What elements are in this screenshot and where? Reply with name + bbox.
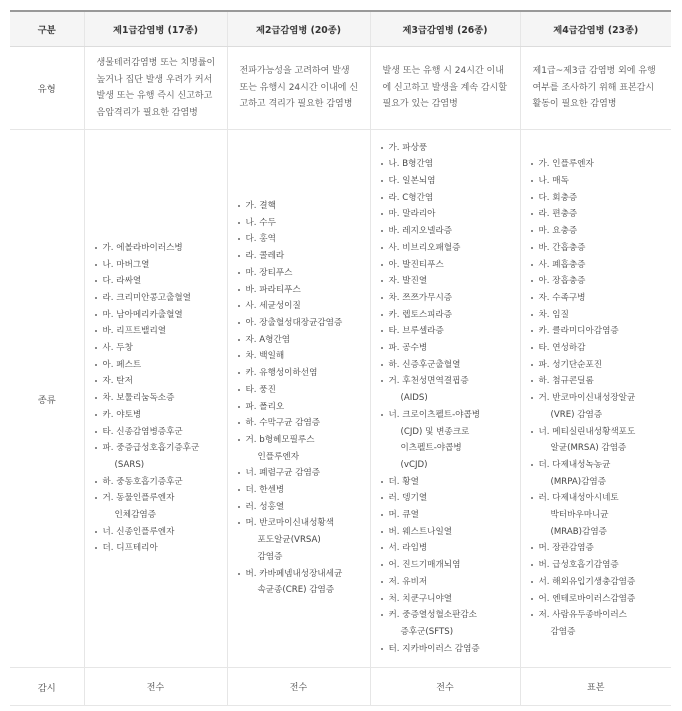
kinds-cell-class-1 <box>84 130 227 668</box>
disease-name: 러. 다제내성아시네토 <box>538 493 619 504</box>
disease-name: 더. 디프테리아 <box>102 543 158 554</box>
disease-name: 자. 수족구병 <box>538 292 586 303</box>
disease-name: 더. 다제내성녹농균 <box>538 459 611 470</box>
disease-name: 커. 중증열성혈소판감소 <box>388 610 477 621</box>
disease-item <box>381 407 516 474</box>
disease-name-continued: (MRAB)감염증 <box>550 526 607 537</box>
disease-name: 너. 메티실린내성황색포도 <box>538 426 636 437</box>
report-class-1: 전수 <box>84 668 227 706</box>
disease-name: 너. 크로이츠펠트-야콥병 <box>388 409 481 420</box>
disease-item <box>381 257 516 274</box>
disease-name-continued: (AIDS) <box>400 393 428 404</box>
kinds-list-class-3 <box>381 140 516 658</box>
disease-item <box>238 515 366 565</box>
disease-name: 하. 중동호흡기증후군 <box>102 476 183 487</box>
disease-name: 파. 중증급성호흡기증후군 <box>102 443 200 454</box>
disease-item <box>381 273 516 290</box>
header-label: 구분 <box>10 11 84 47</box>
disease-name: 차. 임질 <box>538 309 569 320</box>
disease-item <box>381 223 516 240</box>
disease-item <box>95 307 223 324</box>
disease-item <box>381 524 516 541</box>
disease-item <box>381 641 516 658</box>
disease-item <box>95 373 223 390</box>
disease-name-continued: 감염증 <box>550 626 576 637</box>
disease-name: 버. 급성호흡기감염증 <box>538 560 619 571</box>
disease-name: 사. 폐흡충증 <box>538 259 586 270</box>
disease-item <box>238 298 366 315</box>
disease-name: 하. 수막구균 감염증 <box>245 418 321 429</box>
disease-name: 가. 인플루엔자 <box>538 159 594 170</box>
disease-item <box>238 282 366 299</box>
disease-name: 다. 회충증 <box>538 192 578 203</box>
kinds-cell-class-4 <box>520 130 671 668</box>
kinds-list-class-1 <box>95 240 223 557</box>
disease-item <box>531 323 668 340</box>
disease-name: 가. 파상풍 <box>388 142 428 153</box>
disease-name: 타. 연성하감 <box>538 343 586 354</box>
disease-item <box>95 440 223 473</box>
disease-name: 다. 홍역 <box>245 234 276 245</box>
disease-item <box>95 407 223 424</box>
disease-name: 어. 엔테로바이러스감염증 <box>538 593 636 604</box>
disease-name: 라. 크리미안콩고출혈열 <box>102 292 191 303</box>
disease-name: 하. 신증후군출혈열 <box>388 359 461 370</box>
disease-item <box>238 415 366 432</box>
disease-item <box>531 424 668 457</box>
disease-item <box>95 357 223 374</box>
header-class-3: 제3급감염병 (26종) <box>370 11 520 47</box>
disease-item <box>531 307 668 324</box>
disease-item <box>531 240 668 257</box>
disease-name: 더. 황열 <box>388 476 419 487</box>
disease-item <box>381 490 516 507</box>
disease-name: 라. 콜레라 <box>245 251 285 262</box>
disease-item <box>531 607 668 640</box>
disease-name: 자. 발진열 <box>388 276 428 287</box>
disease-name: 터. 지카바이러스 감염증 <box>388 643 480 654</box>
disease-item <box>531 557 668 574</box>
disease-item <box>95 323 223 340</box>
disease-name: 더. 한센병 <box>245 485 285 496</box>
disease-name: 라. 편충증 <box>538 209 578 220</box>
disease-item <box>381 574 516 591</box>
kinds-row-label: 종류 <box>10 130 84 668</box>
disease-item <box>238 382 366 399</box>
disease-name: 마. 남아메리카출혈열 <box>102 309 183 320</box>
kinds-list-class-2 <box>238 198 366 599</box>
disease-name-continued: 속균종(CRE) 감염증 <box>257 585 335 596</box>
type-desc-class-3: 발생 또는 유행 시 24시간 이내에 신고하고 발생을 계속 감시할 필요가 있는 감염병 <box>370 47 520 130</box>
disease-item <box>238 365 366 382</box>
disease-name-continued: 증후군(SFTS) <box>400 626 454 637</box>
disease-item <box>531 390 668 423</box>
disease-name: 서. 해외유입기생충감염증 <box>538 576 636 587</box>
disease-name: 아. 발진티푸스 <box>388 259 444 270</box>
disease-name: 카. 유행성이하선염 <box>245 368 318 379</box>
disease-item <box>381 206 516 223</box>
disease-name: 타. 브루셀라증 <box>388 326 444 337</box>
disease-item <box>238 432 366 465</box>
header-class-1: 제1급감염병 (17종) <box>84 11 227 47</box>
disease-name: 처. 치쿤구니야열 <box>388 593 453 604</box>
disease-name: 바. 레지오넬라증 <box>388 226 453 237</box>
disease-item <box>238 482 366 499</box>
disease-item <box>95 474 223 491</box>
disease-item <box>531 257 668 274</box>
type-desc-class-4: 제1급~제3급 감염병 외에 유행 여부를 조사하기 위해 표본감시 활동이 필요한 감염병 <box>520 47 671 130</box>
disease-item <box>381 290 516 307</box>
disease-name: 카. 렙토스피라증 <box>388 309 453 320</box>
disease-item <box>381 307 516 324</box>
disease-item <box>531 540 668 557</box>
disease-name: 바. 리프트밸리열 <box>102 326 167 337</box>
disease-name-continued: 박터바우마니균 <box>550 510 609 521</box>
type-row-label: 유형 <box>10 47 84 130</box>
disease-name-continued: 감염증 <box>257 551 283 562</box>
disease-name: 어. 진드기매개뇌염 <box>388 560 461 571</box>
disease-name: 사. 세균성이질 <box>245 301 301 312</box>
header-class-4: 제4급감염병 (23종) <box>520 11 671 47</box>
disease-item <box>95 524 223 541</box>
disease-name: 사. 비브리오패혈증 <box>388 242 461 253</box>
disease-item <box>95 240 223 257</box>
disease-item <box>381 507 516 524</box>
disease-item <box>95 340 223 357</box>
disease-name: 너. 폐렴구균 감염증 <box>245 468 321 479</box>
disease-item <box>531 457 668 490</box>
disease-name-continued: 인체감염증 <box>114 510 157 521</box>
header-row <box>10 11 671 47</box>
disease-name: 바. 간흡충증 <box>538 242 586 253</box>
disease-name-continued: 포도알균(VRSA) <box>257 535 321 546</box>
disease-item <box>381 357 516 374</box>
disease-name: 마. 장티푸스 <box>245 267 293 278</box>
disease-item <box>238 198 366 215</box>
disease-name-continued: (vCJD) <box>400 459 428 470</box>
disease-item <box>95 540 223 557</box>
disease-item <box>238 566 366 599</box>
disease-item <box>95 424 223 441</box>
kinds-cell-class-2 <box>227 130 370 668</box>
disease-item <box>381 173 516 190</box>
disease-item <box>95 490 223 523</box>
disease-name: 거. 후천성면역결핍증 <box>388 376 469 387</box>
disease-item <box>381 340 516 357</box>
disease-name: 거. b형헤모필루스 <box>245 434 315 445</box>
disease-name: 마. 요충증 <box>538 226 578 237</box>
disease-name-continued: 알균(MRSA) 감염증 <box>550 443 627 454</box>
disease-name: 너. 신종인플루엔자 <box>102 526 175 537</box>
disease-item <box>238 399 366 416</box>
disease-name: 러. 뎅기열 <box>388 493 428 504</box>
infectious-disease-classification-table <box>10 10 671 706</box>
disease-name: 저. 유비저 <box>388 576 428 587</box>
disease-item <box>531 373 668 390</box>
disease-item <box>531 173 668 190</box>
disease-item <box>238 465 366 482</box>
disease-name: 머. 장관감염증 <box>538 543 594 554</box>
disease-item <box>238 315 366 332</box>
disease-name: 러. 성홍열 <box>245 501 285 512</box>
disease-item <box>381 474 516 491</box>
disease-item <box>238 265 366 282</box>
disease-name: 가. 결핵 <box>245 201 276 212</box>
disease-name: 나. 마버그열 <box>102 259 150 270</box>
disease-name: 사. 두창 <box>102 343 133 354</box>
disease-name-continued: 이츠펠트-야콥병 <box>400 443 462 454</box>
report-class-3: 전수 <box>370 668 520 706</box>
disease-name: 머. 큐열 <box>388 510 419 521</box>
disease-name: 다. 일본뇌염 <box>388 176 436 186</box>
disease-item <box>531 206 668 223</box>
disease-item <box>381 607 516 640</box>
disease-name-continued: (VRE) 감염증 <box>550 409 603 420</box>
disease-name: 가. 에볼라바이러스병 <box>102 242 183 253</box>
disease-name: 카. 클라미디아감염증 <box>538 326 619 337</box>
disease-name: 타. 풍진 <box>245 384 276 395</box>
report-class-2: 전수 <box>227 668 370 706</box>
disease-name: 차. 쯔쯔가무시증 <box>388 292 453 303</box>
disease-name: 파. 공수병 <box>388 343 428 354</box>
type-desc-class-1: 생물테러감염병 또는 치명률이 높거나 집단 발생 우려가 커서 발생 또는 유행 즉시 신고하고 음압격리가 필요한 감염병 <box>84 47 227 130</box>
disease-name: 바. 파라티푸스 <box>245 284 301 295</box>
disease-item <box>381 240 516 257</box>
disease-item <box>531 190 668 207</box>
disease-item <box>531 591 668 608</box>
disease-name: 차. 보툴리눔독소증 <box>102 393 175 404</box>
disease-name: 거. 반코마이신내성장알균 <box>538 393 636 404</box>
disease-item <box>95 273 223 290</box>
disease-item <box>381 323 516 340</box>
disease-name: 아. 페스트 <box>102 359 142 370</box>
disease-item <box>531 290 668 307</box>
disease-item <box>381 190 516 207</box>
disease-name: 차. 백일해 <box>245 351 285 362</box>
disease-item <box>381 540 516 557</box>
disease-item <box>531 156 668 173</box>
disease-name: 버. 카바페넴내성장내세균 <box>245 568 343 579</box>
disease-name-continued: 인플루엔자 <box>257 451 300 462</box>
disease-name: 자. A형간염 <box>245 334 291 345</box>
disease-name: 버. 웨스트나일열 <box>388 526 453 537</box>
type-desc-class-2: 전파가능성을 고려하여 발생 또는 유행시 24시간 이내에 신고하고 격리가 필요한 감염병 <box>227 47 370 130</box>
disease-name: 서. 라임병 <box>388 543 428 554</box>
disease-item <box>238 215 366 232</box>
disease-name: 아. 장흡충증 <box>538 276 586 287</box>
disease-name-continued: (CJD) 및 변종크로 <box>400 426 470 437</box>
disease-name: 나. 매독 <box>538 176 569 186</box>
disease-name: 머. 반코마이신내성황색 <box>245 518 334 529</box>
disease-name: 타. 신종감염병증후군 <box>102 426 183 437</box>
disease-item <box>531 273 668 290</box>
disease-item <box>238 248 366 265</box>
disease-item <box>238 231 366 248</box>
kinds-row <box>10 130 671 668</box>
report-row-label: 감시 <box>10 668 84 706</box>
disease-item <box>238 348 366 365</box>
disease-name: 나. B형간염 <box>388 159 434 170</box>
disease-name: 나. 수두 <box>245 217 276 228</box>
disease-name-continued: (SARS) <box>114 459 145 470</box>
disease-item <box>381 140 516 157</box>
kinds-cell-class-3 <box>370 130 520 668</box>
disease-name: 카. 야토병 <box>102 409 142 420</box>
disease-name: 라. C형간염 <box>388 192 434 203</box>
kinds-list-class-4 <box>531 156 668 640</box>
disease-item <box>238 332 366 349</box>
disease-name: 마. 말라리아 <box>388 209 436 220</box>
disease-item <box>381 373 516 406</box>
disease-item <box>381 591 516 608</box>
disease-item <box>95 390 223 407</box>
disease-item <box>381 156 516 173</box>
disease-item <box>531 357 668 374</box>
disease-name: 아. 장출혈성대장균감염증 <box>245 317 343 328</box>
disease-item <box>95 257 223 274</box>
disease-item <box>531 490 668 540</box>
disease-name: 파. 폴리오 <box>245 401 285 412</box>
disease-name: 거. 동물인플루엔자 <box>102 493 175 504</box>
disease-name: 저. 사람유두종바이러스 <box>538 610 627 621</box>
type-row <box>10 47 671 130</box>
disease-item <box>531 223 668 240</box>
disease-name: 하. 첨규콘딜롬 <box>538 376 594 387</box>
disease-name-continued: (MRPA)감염증 <box>550 476 607 487</box>
disease-item <box>381 557 516 574</box>
disease-item <box>95 290 223 307</box>
disease-item <box>531 574 668 591</box>
report-row <box>10 668 671 706</box>
disease-item <box>531 340 668 357</box>
header-class-2: 제2급감염병 (20종) <box>227 11 370 47</box>
disease-name: 자. 탄저 <box>102 376 133 387</box>
disease-name: 파. 성기단순포진 <box>538 359 603 370</box>
report-class-4: 표본 <box>520 668 671 706</box>
disease-name: 다. 라싸열 <box>102 276 142 287</box>
disease-item <box>238 499 366 516</box>
